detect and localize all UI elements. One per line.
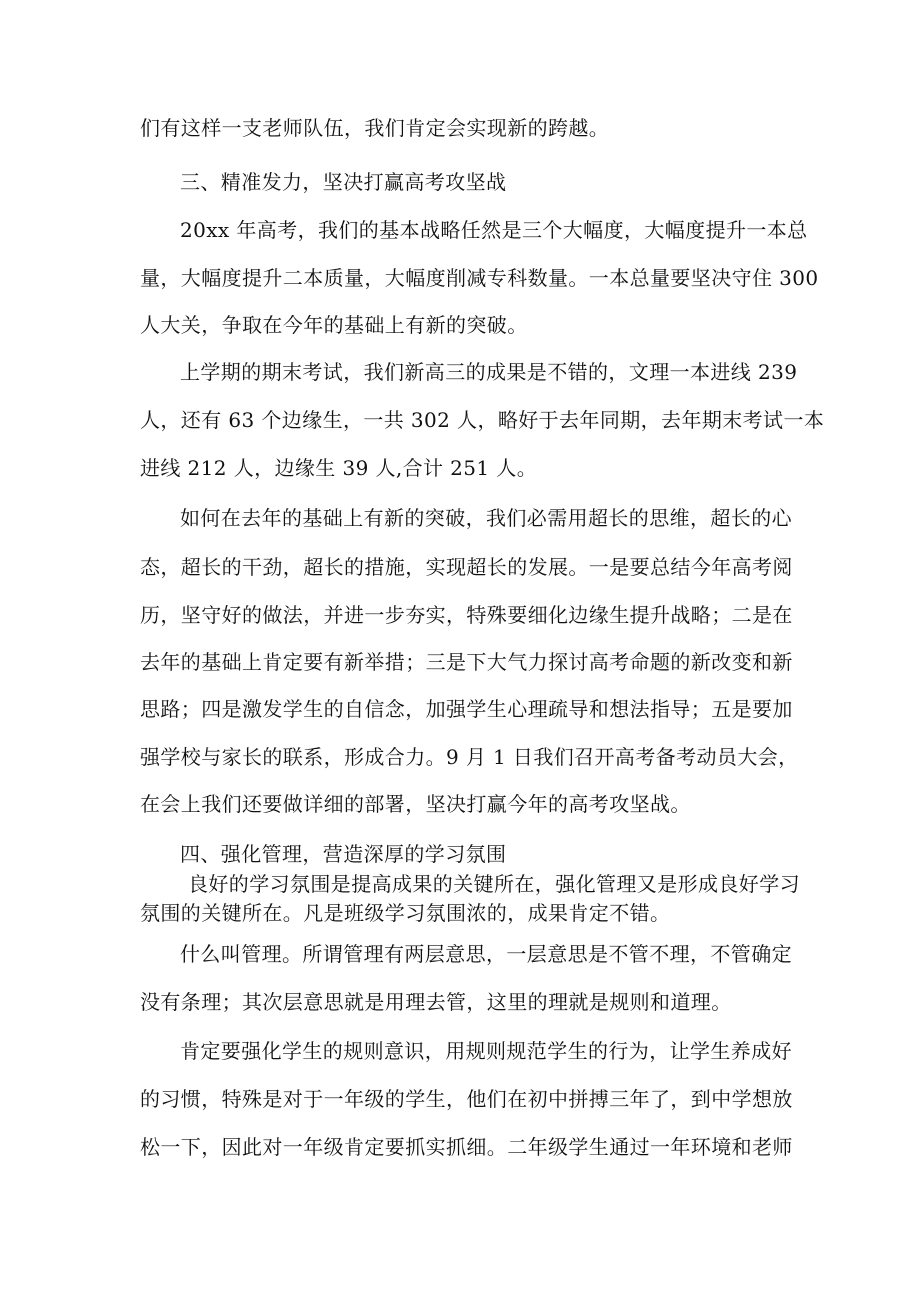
text-line: 上学期的期末考试，我们新高三的成果是不错的，文理一本进线 239 — [180, 360, 798, 384]
text-line: 什么叫管理。所谓管理有两层意思，一层意思是不管不理，不管确定 — [180, 942, 792, 966]
text-line: 历，坚守好的做法，并进一步夯实，特殊要细化边缘生提升战略；二是在 — [140, 603, 793, 627]
text-line: 量，大幅度提升二本质量，大幅度削减专科数量。一本总量要坚决守住 300 — [140, 266, 819, 290]
text-line: 松一下，因此对一年级肯定要抓实抓细。二年级学生通过一年环境和老师 — [140, 1135, 793, 1159]
text-line: 思路；四是激发学生的自信念，加强学生心理疏导和想法指导；五是要加 — [140, 697, 793, 721]
text-line: 强学校与家长的联系，形成合力。9 月 1 日我们召开高考备考动员大会， — [140, 745, 799, 769]
text-line: 在会上我们还要做详细的部署，坚决打赢今年的高考攻坚战。 — [140, 792, 691, 816]
section-heading: 三、精准发力，坚决打赢高考攻坚战 — [180, 170, 507, 194]
text-line: 去年的基础上肯定要有新举措；三是下大气力探讨高考命题的新改变和新 — [140, 650, 793, 674]
text-line: 的习惯，特殊是对于一年级的学生，他们在初中拼搏三年了，到中学想放 — [140, 1087, 793, 1111]
text-line: 态，超长的干劲，超长的措施，实现超长的发展。一是要总结今年高考阅 — [140, 555, 793, 579]
text-line: 们有这样一支老师队伍，我们肯定会实现新的跨越。 — [140, 116, 610, 140]
section-heading: 四、强化管理，营造深厚的学习氛围 — [180, 842, 507, 866]
text-line: 氛围的关键所在。凡是班级学习氛围浓的，成果肯定不错。 — [140, 901, 671, 925]
text-line: 人，还有 63 个边缘生，一共 302 人，略好于去年同期，去年期末考试一本 — [140, 408, 825, 432]
text-line: 如何在去年的基础上有新的突破，我们必需用超长的思维，超长的心 — [180, 506, 792, 530]
text-line: 20xx 年高考，我们的基本战略任然是三个大幅度，大幅度提升一本总 — [180, 218, 808, 242]
text-line: 人大关，争取在今年的基础上有新的突破。 — [140, 313, 528, 337]
text-line: 肯定要强化学生的规则意识，用规则规范学生的行为，让学生养成好 — [180, 1039, 792, 1063]
text-line: 良好的学习氛围是提高成果的关键所在，强化管理又是形成良好学习 — [188, 872, 800, 896]
text-line: 进线 212 人，边缘生 39 人,合计 251 人。 — [140, 456, 538, 480]
text-line: 没有条理；其次层意思就是用理去管，这里的理就是规则和道理。 — [140, 990, 732, 1014]
